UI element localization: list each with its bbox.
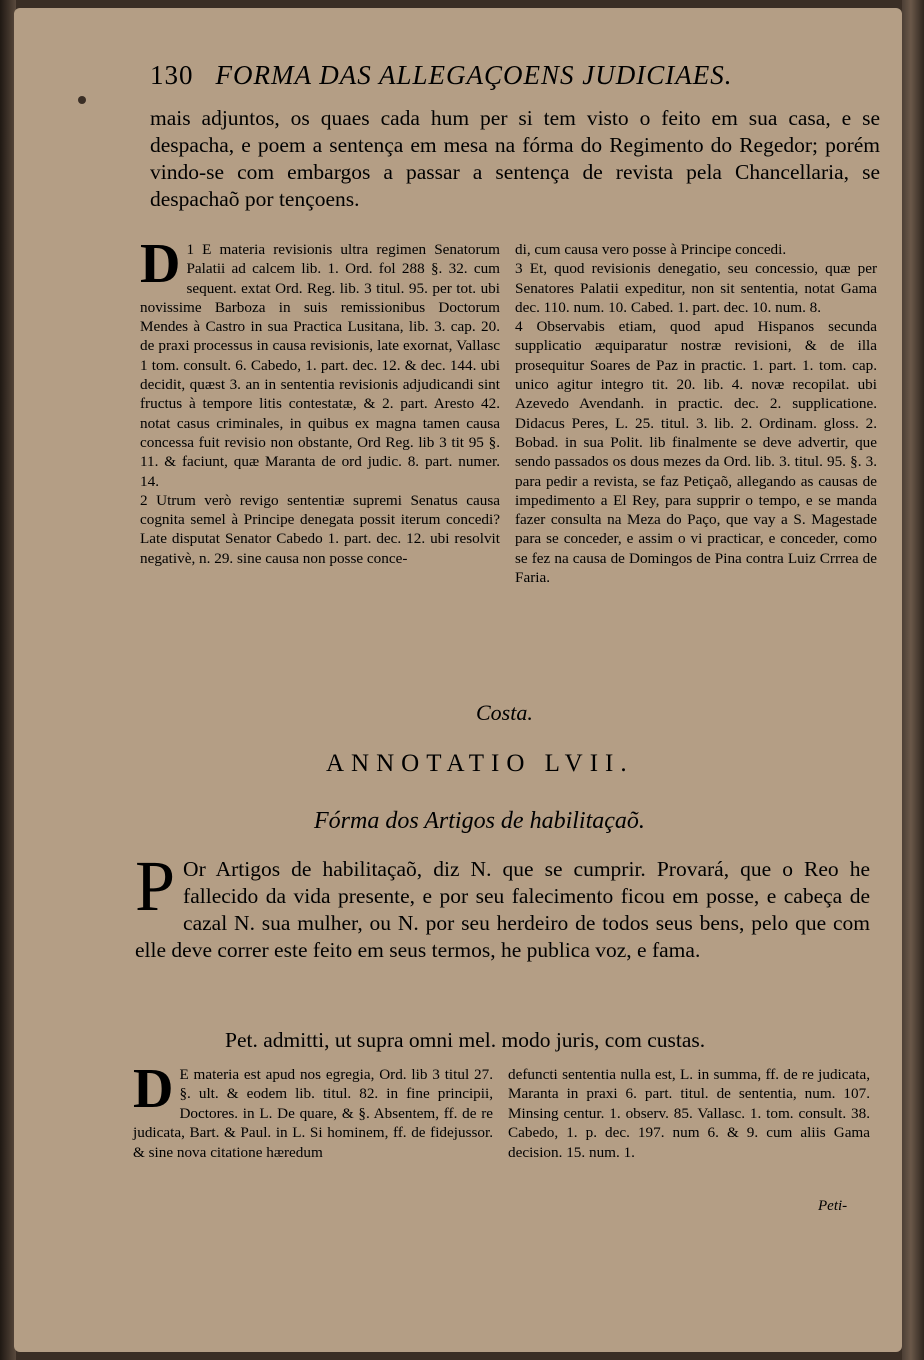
dropcap-p: P bbox=[135, 846, 176, 926]
notes-top-right bbox=[515, 240, 877, 587]
catchword: Peti- bbox=[818, 1198, 848, 1214]
petition-line: Pet. admitti, ut supra omni mel. modo juris, com custas. bbox=[225, 1028, 706, 1052]
note-4: 4 Observabis etiam, quod apud Hispanos secunda supplicatio æquiparatur nostræ revisioni, & de illa prosequitur Soares de Paz in practic. 1. part. 1. tom. cap. unico agitur integro tit. 20. lib. 4. novæ recopilat. ubi Azevedo Avendanh. in practic. dec. 2. supplicatione. Didacus Peres, L. 25. titul. 3. lib. 2. Ordinam. gloss. 2. Bobad. in sua Polit. lib finalmente se deve advertir, que sendo passados os dous mezes da Ord. lib. 3. titul. 95. §. 3. para pedir a revista, se faz Petiçaõ, allegando as causas de impedimento a El Rey, para supprir o tempo, e se manda fazer consulta na Meza do Paço, que vay a S. Magestade para se conceder, e assim o vi practicar, e conceder, como se fez na causa de Domingos de Pina contra Luiz Crrrea de Faria. bbox=[515, 318, 877, 587]
intro-paragraph: mais adjuntos, os quaes cada hum per si tem visto o feito em sua casa, e se despacha, e poem a sentença em mesa na fórma do Regimento do Regedor; porém vindo-se com embargos a passar a sentença de revista pela Chancellaria, se despachaõ por tençoens. bbox=[150, 106, 880, 211]
annotation-subtitle: Fórma dos Artigos de habilitaçaõ. bbox=[314, 808, 645, 834]
page-stack-edge bbox=[902, 0, 924, 1360]
notes-bottom-right bbox=[508, 1065, 870, 1162]
annotation-title: ANNOTATIO LVII. bbox=[326, 750, 634, 777]
dropcap-d-2: D bbox=[133, 1058, 174, 1120]
note-1: D 1 E materia revisionis ultra regimen Senatorum Palatii ad calcem lib. 1. Ord. fol 288 §. 32. cum sequent. extat Ord. Reg. lib. 3 titul. 95. per tot. ubi novissime Barboza in suis remissionibus Doctorum Mendes à Castro in sua Practica Lusitana, lib. 3. cap. 20. de praxi processus in causa revisionis, late exornat, Vallasc 1 tom. consult. 6. Cabedo, 1. part. dec. 12. & dec. 144. ubi decidit, quæst 3. an in sententia revisionis adjudicandi sint fructus à tempore litis contestatæ, & 2. part. Aresto 42. notat casus criminales, in quibus ex magna tamen causa concessa fuit revisio non obstante, Ord Reg. lib 3 tit 95 §. 11. & faciunt, quæ Maranta de ord judic. 8. part. numer. 14. bbox=[140, 233, 500, 490]
page-header bbox=[150, 60, 830, 91]
page-number: 130 bbox=[150, 60, 194, 90]
notes-top-left bbox=[140, 233, 500, 568]
notes-bottom-left bbox=[133, 1058, 493, 1162]
formula-paragraph: P Or Artigos de habilitaçaõ, diz N. que se cumprir. Provará, que o Reo he fallecido da vida presente, e por seu falecimento ficou em posse, e cabeça de cazal N. sua mulher, ou N. por seu herdeiro de todos seus bens, pelo que com elle deve correr este feito em seus termos, he publica voz, e fama. bbox=[135, 846, 870, 962]
dropcap-d: D bbox=[140, 233, 181, 295]
note-bottom-1: D E materia est apud nos egregia, Ord. lib 3 titul 27. §. ult. & eodem lib. titul. 82. in fine principii, Doctores. in L. De quare, & §. Absentem, ff. de re judicata, Bart. & Paul. in L. Si hominem, ff. de fidejussor. & sine nova citatione hæredum bbox=[133, 1058, 493, 1161]
running-title: FORMA DAS ALLEGAÇOENS JUDICIAES. bbox=[215, 60, 733, 90]
note-3: 3 Et, quod revisionis denegatio, seu concessio, quæ per Senatores Palatii expeditur, non sit sententia, notat Gama dec. 110. num. 10. Cabed. 1. part. dec. 10. num. 8. bbox=[515, 260, 877, 316]
ink-blot bbox=[78, 96, 86, 104]
note-bottom-1-cont: defuncti sententia nulla est, L. in summa, ff. de re judicata, Maranta in praxi 6. part. titul. de sententia, num. 107. Minsing centur. 1. observ. 85. Vallasc. 1. tom. consult. 38. Cabedo, 1. p. dec. 197. num 6. & 9. cum aliis Gama decision. 15. num. 1. bbox=[508, 1066, 870, 1161]
note-2: 2 Utrum verò revigo sententiæ supremi Senatus causa cognita semel à Principe denegata possit iterum concedi? Late disputat Senator Cabedo 1. part. dec. 12. ubi resolvit negativè, n. 29. sine causa non posse conce- bbox=[140, 491, 500, 567]
signature: Costa. bbox=[476, 700, 533, 725]
note-1-cont: di, cum causa vero posse à Principe concedi. bbox=[515, 241, 787, 258]
